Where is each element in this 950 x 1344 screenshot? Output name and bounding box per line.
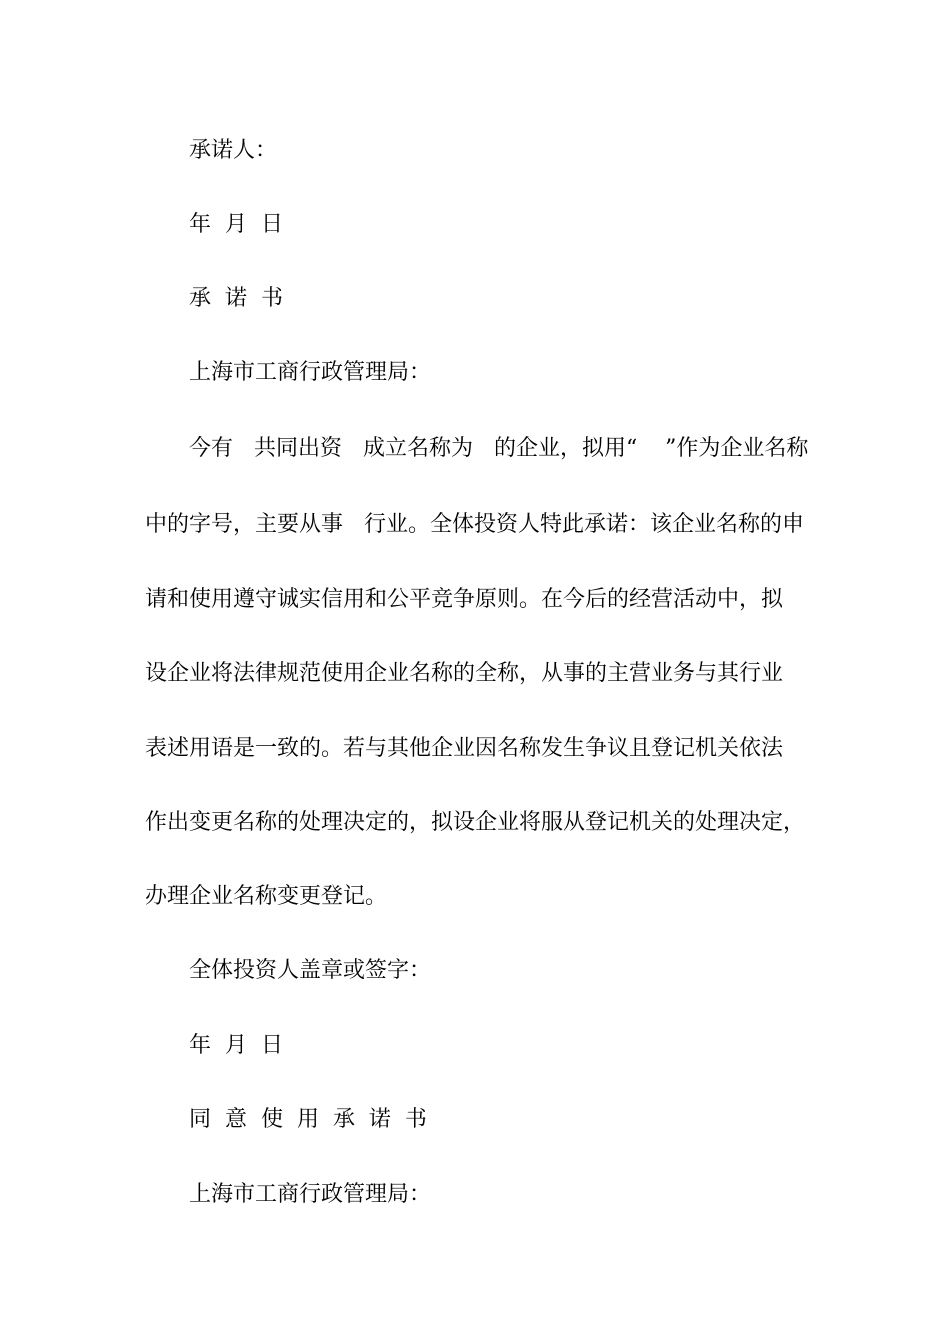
addressee: 上海市工商行政管理局： [189,360,432,385]
addressee: 上海市工商行政管理局： [189,1182,432,1207]
body-line: 设企业将法律规范使用企业名称的全称，从事的主营业务与其行业 [145,661,784,686]
body-line: 表述用语是一致的。若与其他企业因名称发生争议且登记机关依法 [145,736,784,761]
date-line: 年 月 日 [189,1033,283,1058]
body-line: 今有 共同出资 成立名称为 的企业，拟用“ ”作为企业名称 [189,436,809,461]
body-line: 作出变更名称的处理决定的，拟设企业将服从登记机关的处理决定， [145,810,806,835]
body-line: 请和使用遵守诚实信用和公平竞争原则。在今后的经营活动中，拟 [145,587,784,612]
consent-title: 同 意 使 用 承 诺 书 [189,1107,427,1132]
promisor-label: 承诺人： [189,138,278,163]
investor-signature-label: 全体投资人盖章或签字： [189,958,432,983]
date-line: 年 月 日 [189,212,283,237]
commitment-title: 承 诺 书 [189,286,283,311]
body-line: 中的字号，主要从事 行业。全体投资人特此承诺：该企业名称的申 [145,512,804,537]
body-line: 办理企业名称变更登记。 [145,884,388,909]
